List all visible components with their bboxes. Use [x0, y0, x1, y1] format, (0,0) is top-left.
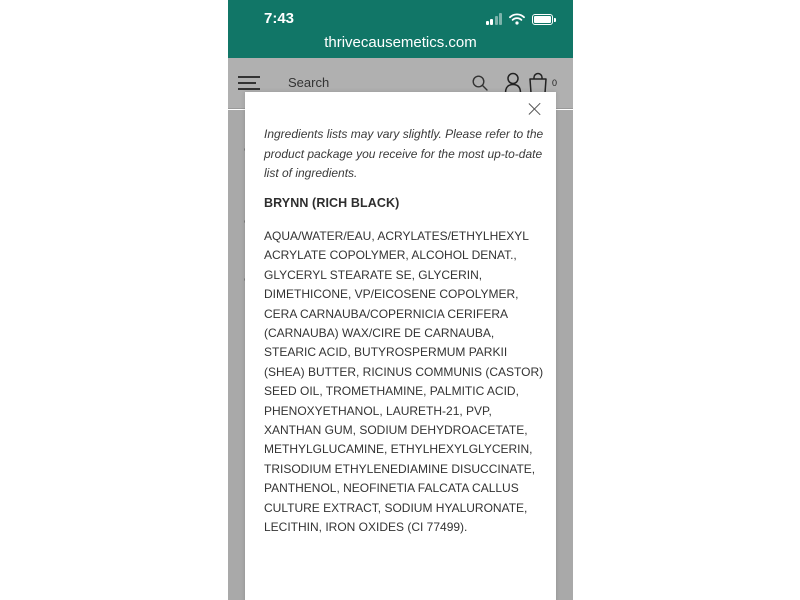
address-bar-url[interactable]: thrivecausemetics.com	[324, 34, 477, 51]
status-icons	[486, 12, 554, 26]
wifi-icon	[509, 13, 525, 25]
ingredients-disclaimer: Ingredients lists may vary slightly. Please refer to the product package you receive for the most up-to-date list of ingredients.	[264, 127, 544, 180]
search-icon[interactable]	[472, 75, 488, 91]
ingredients-list: AQUA/WATER/EAU, ACRYLATES/ETHYLHEXYL ACRYLATE COPOLYMER, ALCOHOL DENAT., GLYCERYL STEARATE SE, GLYCERIN, DIMETHICONE, VP/EICOSENE COPOLYMER, CERA CARNAUBA/COPERNICIA CERIFERA (CARNAUBA) WAX/CIRE DE CARNAUBA, STEARIC ACID, BUTYROSPERMUM PARKII (SHEA) BUTTER, RICINUS COMMUNIS (CASTOR) SEED OIL, TROMETHAMINE, PALMITIC ACID, PHENOXYETHANOL, LAURETH-21, PVP, XANTHAN GUM, SODIUM DEHYDROACETATE, METHYLGLUCAMINE, ETHYLHEXYLGLYCERIN, TRISODIUM ETHYLENEDIAMINE DISUCCINATE, PANTHENOL, NEOFINETIA FALCATA CALLUS CULTURE EXTRACT, SODIUM HYALURONATE, LECITHIN, IRON OXIDES (CI 77499).	[264, 229, 544, 535]
browser-top-bar	[228, 0, 573, 58]
shade-title: BRYNN (RICH BLACK)	[264, 196, 400, 210]
status-time: 7:43	[264, 10, 295, 27]
battery-icon	[532, 14, 553, 25]
phone-screen	[228, 0, 573, 600]
search-input[interactable]: Search	[288, 75, 330, 90]
cellular-signal-icon	[486, 13, 503, 25]
shopping-bag-icon[interactable]	[528, 72, 548, 94]
close-icon[interactable]	[528, 102, 542, 116]
ingredients-modal	[245, 92, 556, 600]
bag-count-badge: 0	[552, 78, 558, 88]
user-icon[interactable]	[504, 72, 522, 94]
hamburger-menu-icon[interactable]	[238, 76, 260, 90]
